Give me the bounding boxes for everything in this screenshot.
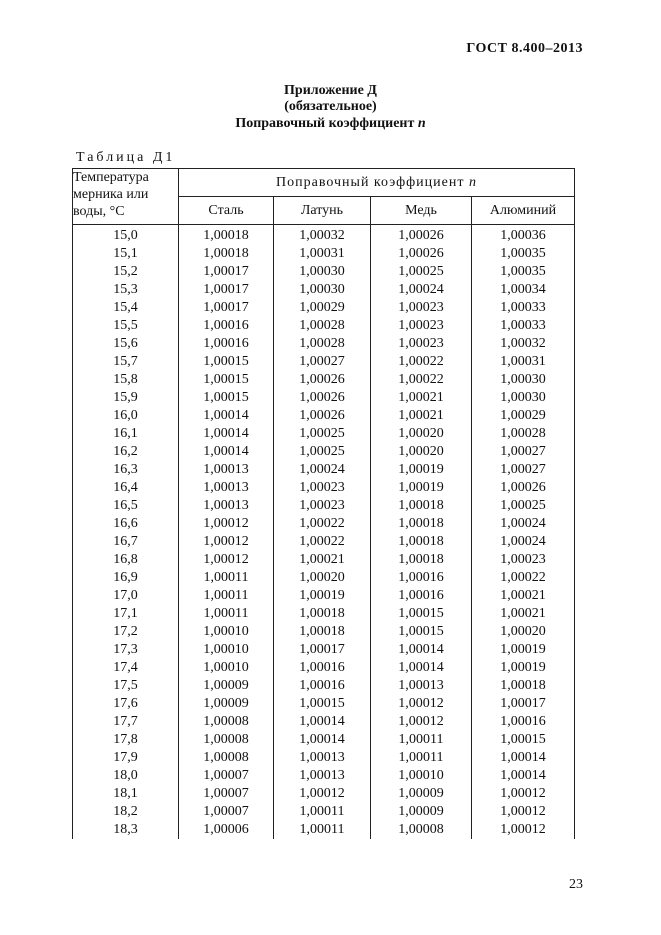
table-caption: Таблица Д1 xyxy=(76,150,176,165)
steel-cell: 1,00014 xyxy=(179,443,274,461)
correction-factor-header-text: Поправочный коэффициент xyxy=(276,174,469,190)
temperature-cell: 15,6 xyxy=(73,335,179,353)
brass-cell: 1,00023 xyxy=(274,479,371,497)
steel-cell: 1,00013 xyxy=(179,461,274,479)
copper-cell: 1,00022 xyxy=(371,371,472,389)
temperature-cell: 17,2 xyxy=(73,623,179,641)
temperature-cell: 16,8 xyxy=(73,551,179,569)
temperature-cell: 16,1 xyxy=(73,425,179,443)
temperature-cell: 18,3 xyxy=(73,821,179,839)
aluminium-cell: 1,00023 xyxy=(472,551,575,569)
appendix-title: Приложение Д xyxy=(284,83,377,98)
temperature-cell: 17,4 xyxy=(73,659,179,677)
steel-cell: 1,00008 xyxy=(179,713,274,731)
brass-cell: 1,00011 xyxy=(274,803,371,821)
copper-cell: 1,00008 xyxy=(371,821,472,839)
table-body xyxy=(73,225,575,840)
copper-cell: 1,00012 xyxy=(371,695,472,713)
brass-cell: 1,00022 xyxy=(274,515,371,533)
steel-cell: 1,00014 xyxy=(179,425,274,443)
table-row xyxy=(73,425,575,443)
brass-cell: 1,00026 xyxy=(274,407,371,425)
temperature-cell: 15,4 xyxy=(73,299,179,317)
table-row xyxy=(73,821,575,839)
brass-cell: 1,00017 xyxy=(274,641,371,659)
temperature-cell: 17,6 xyxy=(73,695,179,713)
aluminium-cell: 1,00012 xyxy=(472,785,575,803)
brass-cell: 1,00013 xyxy=(274,749,371,767)
aluminium-cell: 1,00012 xyxy=(472,803,575,821)
aluminium-cell: 1,00032 xyxy=(472,335,575,353)
brass-cell: 1,00016 xyxy=(274,677,371,695)
steel-cell: 1,00011 xyxy=(179,605,274,623)
copper-cell: 1,00023 xyxy=(371,299,472,317)
appendix-subject xyxy=(0,116,661,132)
table-row xyxy=(73,551,575,569)
brass-cell: 1,00028 xyxy=(274,335,371,353)
brass-cell: 1,00022 xyxy=(274,533,371,551)
aluminium-cell: 1,00025 xyxy=(472,497,575,515)
steel-cell: 1,00017 xyxy=(179,263,274,281)
steel-cell: 1,00018 xyxy=(179,225,274,246)
steel-cell: 1,00010 xyxy=(179,659,274,677)
copper-cell: 1,00013 xyxy=(371,677,472,695)
aluminium-cell: 1,00014 xyxy=(472,767,575,785)
temperature-cell: 16,7 xyxy=(73,533,179,551)
table-row xyxy=(73,407,575,425)
copper-cell: 1,00026 xyxy=(371,225,472,246)
copper-cell: 1,00016 xyxy=(371,569,472,587)
brass-cell: 1,00018 xyxy=(274,605,371,623)
steel-cell: 1,00017 xyxy=(179,281,274,299)
steel-cell: 1,00012 xyxy=(179,551,274,569)
temperature-cell: 16,9 xyxy=(73,569,179,587)
appendix-subject-variable: n xyxy=(417,116,426,131)
aluminium-cell: 1,00036 xyxy=(472,225,575,246)
brass-cell: 1,00024 xyxy=(274,461,371,479)
table-row xyxy=(73,443,575,461)
table-row xyxy=(73,659,575,677)
document-standard-code: ГОСТ 8.400–2013 xyxy=(466,41,583,56)
brass-cell: 1,00027 xyxy=(274,353,371,371)
temperature-cell: 17,8 xyxy=(73,731,179,749)
copper-cell: 1,00018 xyxy=(371,533,472,551)
table-row xyxy=(73,677,575,695)
table-row xyxy=(73,785,575,803)
material-header-steel: Сталь xyxy=(179,197,274,225)
temperature-cell: 17,0 xyxy=(73,587,179,605)
steel-cell: 1,00016 xyxy=(179,317,274,335)
steel-cell: 1,00017 xyxy=(179,299,274,317)
steel-cell: 1,00015 xyxy=(179,389,274,407)
table-row xyxy=(73,695,575,713)
copper-cell: 1,00026 xyxy=(371,245,472,263)
copper-cell: 1,00024 xyxy=(371,281,472,299)
aluminium-cell: 1,00027 xyxy=(472,461,575,479)
table-row xyxy=(73,225,575,246)
steel-cell: 1,00009 xyxy=(179,695,274,713)
copper-cell: 1,00025 xyxy=(371,263,472,281)
brass-cell: 1,00020 xyxy=(274,569,371,587)
aluminium-cell: 1,00030 xyxy=(472,389,575,407)
copper-cell: 1,00014 xyxy=(371,641,472,659)
aluminium-cell: 1,00019 xyxy=(472,641,575,659)
temperature-cell: 15,0 xyxy=(73,225,179,246)
brass-cell: 1,00030 xyxy=(274,263,371,281)
temperature-cell: 17,9 xyxy=(73,749,179,767)
brass-cell: 1,00019 xyxy=(274,587,371,605)
copper-cell: 1,00018 xyxy=(371,551,472,569)
temperature-cell: 15,5 xyxy=(73,317,179,335)
steel-cell: 1,00010 xyxy=(179,641,274,659)
table-row xyxy=(73,317,575,335)
copper-cell: 1,00011 xyxy=(371,749,472,767)
copper-cell: 1,00023 xyxy=(371,335,472,353)
copper-cell: 1,00019 xyxy=(371,479,472,497)
aluminium-cell: 1,00035 xyxy=(472,245,575,263)
aluminium-cell: 1,00014 xyxy=(472,749,575,767)
brass-cell: 1,00023 xyxy=(274,497,371,515)
temperature-cell: 15,3 xyxy=(73,281,179,299)
table-row xyxy=(73,767,575,785)
page-number: 23 xyxy=(569,877,583,892)
temperature-cell: 15,7 xyxy=(73,353,179,371)
table-row xyxy=(73,497,575,515)
temperature-cell: 16,6 xyxy=(73,515,179,533)
table-row xyxy=(73,641,575,659)
aluminium-cell: 1,00015 xyxy=(472,731,575,749)
brass-cell: 1,00014 xyxy=(274,713,371,731)
steel-cell: 1,00007 xyxy=(179,767,274,785)
table-row xyxy=(73,263,575,281)
temperature-header-line: воды, °С xyxy=(73,204,125,219)
steel-cell: 1,00006 xyxy=(179,821,274,839)
steel-cell: 1,00015 xyxy=(179,371,274,389)
aluminium-cell: 1,00033 xyxy=(472,317,575,335)
aluminium-cell: 1,00017 xyxy=(472,695,575,713)
material-header-brass: Латунь xyxy=(274,197,371,225)
brass-cell: 1,00013 xyxy=(274,767,371,785)
aluminium-cell: 1,00021 xyxy=(472,605,575,623)
brass-cell: 1,00031 xyxy=(274,245,371,263)
temperature-cell: 15,8 xyxy=(73,371,179,389)
temperature-cell: 15,2 xyxy=(73,263,179,281)
aluminium-cell: 1,00018 xyxy=(472,677,575,695)
brass-cell: 1,00014 xyxy=(274,731,371,749)
steel-cell: 1,00013 xyxy=(179,479,274,497)
steel-cell: 1,00016 xyxy=(179,335,274,353)
appendix-status: (обязательное) xyxy=(284,99,377,114)
steel-cell: 1,00015 xyxy=(179,353,274,371)
table-row xyxy=(73,605,575,623)
table-row xyxy=(73,533,575,551)
brass-cell: 1,00016 xyxy=(274,659,371,677)
temperature-cell: 17,5 xyxy=(73,677,179,695)
aluminium-cell: 1,00021 xyxy=(472,587,575,605)
aluminium-cell: 1,00027 xyxy=(472,443,575,461)
copper-cell: 1,00021 xyxy=(371,389,472,407)
steel-cell: 1,00010 xyxy=(179,623,274,641)
table-row xyxy=(73,587,575,605)
table-row xyxy=(73,479,575,497)
aluminium-cell: 1,00022 xyxy=(472,569,575,587)
brass-cell: 1,00025 xyxy=(274,425,371,443)
steel-cell: 1,00014 xyxy=(179,407,274,425)
table-row xyxy=(73,713,575,731)
table-row xyxy=(73,371,575,389)
aluminium-cell: 1,00024 xyxy=(472,515,575,533)
table-row xyxy=(73,803,575,821)
table-row xyxy=(73,515,575,533)
temperature-cell: 18,0 xyxy=(73,767,179,785)
aluminium-cell: 1,00028 xyxy=(472,425,575,443)
brass-cell: 1,00029 xyxy=(274,299,371,317)
steel-cell: 1,00011 xyxy=(179,569,274,587)
temperature-cell: 16,3 xyxy=(73,461,179,479)
temperature-cell: 17,3 xyxy=(73,641,179,659)
steel-cell: 1,00012 xyxy=(179,533,274,551)
brass-cell: 1,00028 xyxy=(274,317,371,335)
temperature-cell: 16,4 xyxy=(73,479,179,497)
copper-cell: 1,00012 xyxy=(371,713,472,731)
copper-cell: 1,00019 xyxy=(371,461,472,479)
copper-cell: 1,00020 xyxy=(371,425,472,443)
copper-cell: 1,00009 xyxy=(371,803,472,821)
aluminium-cell: 1,00019 xyxy=(472,659,575,677)
copper-cell: 1,00021 xyxy=(371,407,472,425)
copper-cell: 1,00020 xyxy=(371,443,472,461)
aluminium-cell: 1,00012 xyxy=(472,821,575,839)
brass-cell: 1,00026 xyxy=(274,389,371,407)
appendix-subject-text: Поправочный коэффициент xyxy=(235,116,418,131)
correction-factor-table xyxy=(72,168,575,839)
copper-cell: 1,00022 xyxy=(371,353,472,371)
aluminium-cell: 1,00030 xyxy=(472,371,575,389)
copper-cell: 1,00018 xyxy=(371,515,472,533)
steel-cell: 1,00008 xyxy=(179,749,274,767)
steel-cell: 1,00009 xyxy=(179,677,274,695)
copper-cell: 1,00018 xyxy=(371,497,472,515)
steel-cell: 1,00008 xyxy=(179,731,274,749)
temperature-cell: 16,0 xyxy=(73,407,179,425)
brass-cell: 1,00015 xyxy=(274,695,371,713)
brass-cell: 1,00012 xyxy=(274,785,371,803)
aluminium-cell: 1,00031 xyxy=(472,353,575,371)
temperature-cell: 18,1 xyxy=(73,785,179,803)
table-row xyxy=(73,389,575,407)
temperature-cell: 18,2 xyxy=(73,803,179,821)
brass-cell: 1,00032 xyxy=(274,225,371,246)
material-header-aluminium: Алюминий xyxy=(472,197,575,225)
table-row xyxy=(73,749,575,767)
copper-cell: 1,00023 xyxy=(371,317,472,335)
temperature-header-line: Температура xyxy=(73,170,149,185)
aluminium-cell: 1,00016 xyxy=(472,713,575,731)
temperature-cell: 15,1 xyxy=(73,245,179,263)
material-header-copper: Медь xyxy=(371,197,472,225)
aluminium-cell: 1,00035 xyxy=(472,263,575,281)
steel-cell: 1,00018 xyxy=(179,245,274,263)
steel-cell: 1,00013 xyxy=(179,497,274,515)
correction-factor-header-variable: n xyxy=(468,174,477,190)
steel-cell: 1,00007 xyxy=(179,803,274,821)
temperature-cell: 16,5 xyxy=(73,497,179,515)
copper-cell: 1,00016 xyxy=(371,587,472,605)
brass-cell: 1,00026 xyxy=(274,371,371,389)
copper-cell: 1,00015 xyxy=(371,623,472,641)
copper-cell: 1,00011 xyxy=(371,731,472,749)
table-row xyxy=(73,569,575,587)
temperature-cell: 16,2 xyxy=(73,443,179,461)
table-row xyxy=(73,299,575,317)
table-row xyxy=(73,281,575,299)
table-row xyxy=(73,461,575,479)
table-row xyxy=(73,353,575,371)
table-row xyxy=(73,335,575,353)
aluminium-cell: 1,00024 xyxy=(472,533,575,551)
brass-cell: 1,00011 xyxy=(274,821,371,839)
aluminium-cell: 1,00033 xyxy=(472,299,575,317)
aluminium-cell: 1,00029 xyxy=(472,407,575,425)
temperature-cell: 17,1 xyxy=(73,605,179,623)
brass-cell: 1,00030 xyxy=(274,281,371,299)
copper-cell: 1,00010 xyxy=(371,767,472,785)
brass-cell: 1,00018 xyxy=(274,623,371,641)
temperature-header-line: мерника или xyxy=(73,187,149,202)
copper-cell: 1,00014 xyxy=(371,659,472,677)
aluminium-cell: 1,00026 xyxy=(472,479,575,497)
copper-cell: 1,00015 xyxy=(371,605,472,623)
aluminium-cell: 1,00034 xyxy=(472,281,575,299)
table-row xyxy=(73,623,575,641)
copper-cell: 1,00009 xyxy=(371,785,472,803)
brass-cell: 1,00021 xyxy=(274,551,371,569)
temperature-cell: 17,7 xyxy=(73,713,179,731)
table-row xyxy=(73,245,575,263)
steel-cell: 1,00007 xyxy=(179,785,274,803)
aluminium-cell: 1,00020 xyxy=(472,623,575,641)
brass-cell: 1,00025 xyxy=(274,443,371,461)
table-row xyxy=(73,731,575,749)
correction-factor-header xyxy=(179,169,575,197)
temperature-column-header xyxy=(73,169,179,225)
steel-cell: 1,00012 xyxy=(179,515,274,533)
temperature-cell: 15,9 xyxy=(73,389,179,407)
steel-cell: 1,00011 xyxy=(179,587,274,605)
